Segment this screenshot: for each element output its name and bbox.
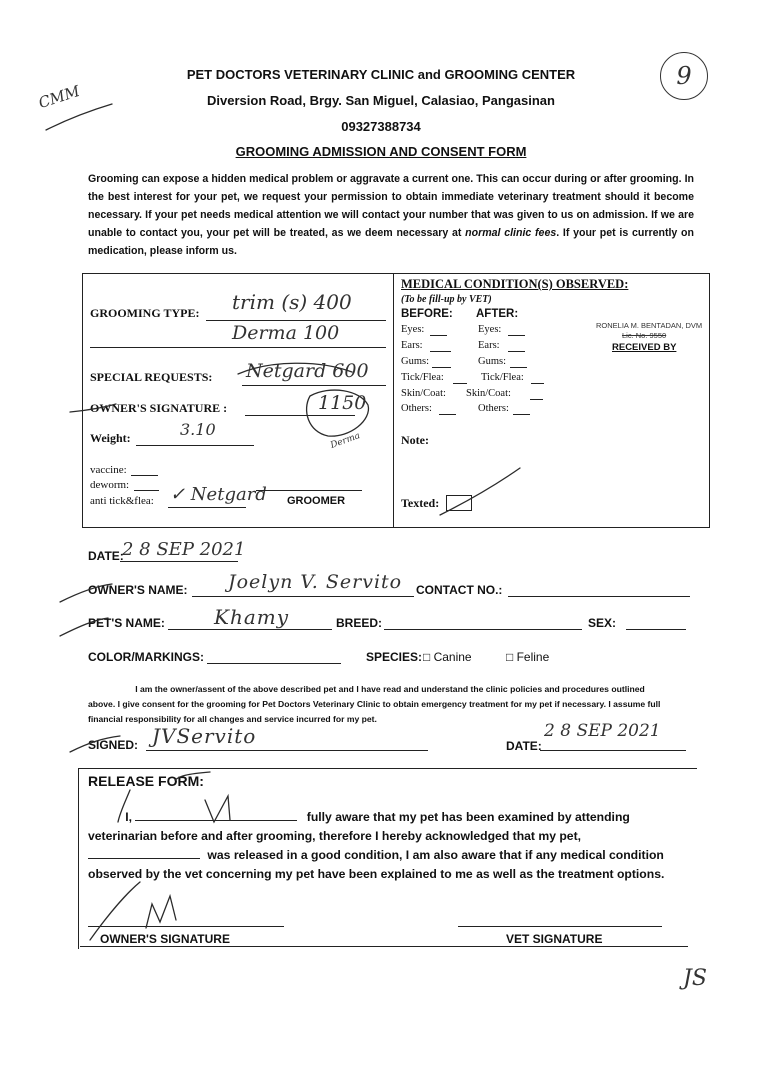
clinic-name: PET DOCTORS VETERINARY CLINIC and GROOMING CENTER [186, 67, 576, 82]
vaccine-line [131, 475, 158, 476]
pet-name-label: PET'S NAME: [88, 616, 165, 630]
weight-label: Weight: [90, 431, 131, 445]
deworm-line [134, 490, 159, 491]
owner-name-line [192, 596, 414, 597]
special-requests-value[interactable]: Netgard 600 [246, 360, 369, 382]
tickflea-before-line [453, 383, 467, 384]
vet-signature-label: VET SIGNATURE [506, 932, 603, 946]
canine-option[interactable]: □ Canine [423, 650, 472, 664]
vaccine-label: vaccine: [90, 464, 127, 476]
before-ears: Ears: [401, 340, 423, 351]
owner-signature-line [245, 415, 355, 416]
ears-before-line [430, 351, 451, 352]
after-others: Others: [478, 403, 509, 414]
texted-label: Texted: [401, 496, 440, 510]
ears-after-line [508, 351, 525, 352]
date-line [120, 561, 238, 562]
others-before-line [439, 414, 456, 415]
intro-text-b: . If your pet is currently on medication, please inform us. [88, 227, 694, 257]
release-title: RELEASE FORM: [88, 773, 204, 789]
box-divider [393, 273, 394, 527]
groomer-line [256, 490, 362, 491]
others-after-line [513, 414, 530, 415]
contact-label: CONTACT NO.: [416, 583, 503, 597]
tickflea-after-line [531, 383, 544, 384]
owner-signature-label: OWNER'S SIGNATURE : [90, 401, 228, 415]
antitick-label: anti tick&flea: [90, 495, 154, 507]
form-title: GROOMING ADMISSION AND CONSENT FORM [235, 144, 527, 159]
gums-before-line [432, 367, 451, 368]
before-skincoat: Skin/Coat: [401, 388, 446, 399]
signed-label: SIGNED: [88, 738, 139, 752]
gums-after-line [510, 367, 527, 368]
skincoat-after-line [530, 399, 543, 400]
consent-date-label: DATE: [506, 739, 542, 753]
vet-signature-line [458, 926, 662, 927]
before-gums: Gums: [401, 356, 430, 367]
consent-date-line [540, 750, 686, 751]
release-text-4: was released in a good condition, I am also aware that if any medical condition [207, 848, 664, 862]
release-text-3: veterinarian before and after grooming, therefore I hereby acknowledged that my pet, [88, 829, 582, 843]
intro-text-italic: normal clinic fees [465, 227, 557, 239]
after-tickflea: Tick/Flea: [481, 372, 524, 383]
after-skincoat: Skin/Coat: [466, 388, 511, 399]
breed-line [384, 629, 582, 630]
feline-option[interactable]: □ Feline [506, 650, 550, 664]
intro-paragraph [88, 170, 694, 260]
species-label: SPECIES: [366, 650, 423, 664]
grooming-type-value[interactable]: trim (s) 400 [232, 290, 352, 314]
total-amount: 1150 [318, 392, 367, 414]
intro-text-a: Grooming can expose a hidden medical problem or aggravate a current one. This can occur during or after grooming. In the best interest for your pet, we request your permission to obtain immediate veterinary treatment should it become necessary. If your pet needs medical attention we will contact your number that was given to us on admission. If we are unable to contact you, your pet will be treated, as we deem necessary at [88, 173, 694, 239]
vet-stamp-license: Lic. No. 9550 [622, 331, 667, 340]
release-text-2: fully aware that my pet has been examined by attending [306, 810, 630, 824]
deworm-label: deworm: [90, 479, 130, 491]
received-by-label: RECEIVED BY [612, 342, 677, 353]
release-bottom-line [80, 946, 688, 947]
special-requests-line [242, 385, 386, 386]
release-pet-blank[interactable] [88, 846, 200, 859]
after-ears: Ears: [478, 340, 500, 351]
page-number: 9 [676, 62, 692, 90]
grooming-type-line [206, 320, 386, 321]
date-value[interactable]: 2 8 SEP 2021 [122, 539, 246, 560]
owner-signature-release-line [88, 926, 284, 927]
medical-subtitle: (To be fill-up by VET) [401, 294, 492, 305]
release-i-label: I, [125, 810, 132, 824]
grooming-type-value-2[interactable]: Derma 100 [232, 322, 340, 344]
release-owner-blank[interactable] [135, 808, 297, 821]
consent-line-3: financial responsibility for all changes and service incurred for my pet. [88, 714, 377, 724]
eyes-after-line [508, 335, 525, 336]
signed-value[interactable]: JVServito [152, 724, 257, 748]
corner-initials: CMM [36, 81, 82, 113]
owner-signature-release-label: OWNER'S SIGNATURE [100, 932, 230, 946]
color-label: COLOR/MARKINGS: [88, 650, 204, 664]
vet-stamp-name: RONELIA M. BENTADAN, DVM [596, 321, 703, 330]
weight-line [136, 445, 254, 446]
texted-checkbox[interactable] [446, 495, 472, 511]
before-others: Others: [401, 403, 432, 414]
consent-line-1: I am the owner/assent of the above described pet and I have read and understand the clinic policies and procedures outlined [135, 684, 645, 694]
release-text-5: observed by the vet concerning my pet have been explained to me as well as the treatment options. [88, 867, 665, 881]
consent-date-value[interactable]: 2 8 SEP 2021 [544, 721, 661, 741]
clinic-address: Diversion Road, Brgy. San Miguel, Calasiao, Pangasinan [207, 93, 555, 108]
weight-value[interactable]: 3.10 [180, 420, 216, 439]
special-requests-label: SPECIAL REQUESTS: [90, 370, 213, 384]
release-line-1 [88, 808, 684, 827]
owner-name-label: OWNER'S NAME: [88, 583, 188, 597]
sex-label: SEX: [588, 616, 617, 630]
note-label: Note: [401, 433, 429, 447]
grooming-type-label: GROOMING TYPE: [90, 306, 200, 320]
grooming-type-line-2 [90, 347, 386, 348]
after-label: AFTER: [476, 308, 519, 320]
after-gums: Gums: [478, 356, 507, 367]
sex-line [626, 629, 686, 630]
owner-name-value[interactable]: Joelyn V. Servito [228, 571, 403, 593]
pet-name-line [168, 629, 332, 630]
antitick-line [168, 507, 246, 508]
breed-label: BREED: [336, 616, 383, 630]
signed-line [146, 750, 428, 751]
antitick-value[interactable]: ✓ Netgard [170, 484, 267, 505]
clinic-phone: 09327388734 [341, 119, 421, 134]
before-eyes: Eyes: [401, 324, 425, 335]
eyes-before-line [430, 335, 447, 336]
color-line [207, 663, 341, 664]
date-label: DATE: [88, 549, 124, 563]
derma-note: Derma [329, 431, 362, 451]
before-tickflea: Tick/Flea: [401, 372, 444, 383]
medical-title: MEDICAL CONDITION(S) OBSERVED: [401, 277, 629, 291]
release-line-4 [88, 846, 684, 865]
pet-name-value[interactable]: Khamy [214, 605, 290, 629]
consent-line-2: above. I give consent for the grooming for Pet Doctors Veterinary Clinic to obtain emergency treatment for my pet if necessary. I assume full [88, 699, 661, 709]
before-label: BEFORE: [401, 308, 453, 320]
contact-line [508, 596, 690, 597]
groomer-label: GROOMER [287, 495, 346, 507]
after-eyes: Eyes: [478, 324, 502, 335]
corner-initials-bottom: JS [683, 966, 707, 991]
